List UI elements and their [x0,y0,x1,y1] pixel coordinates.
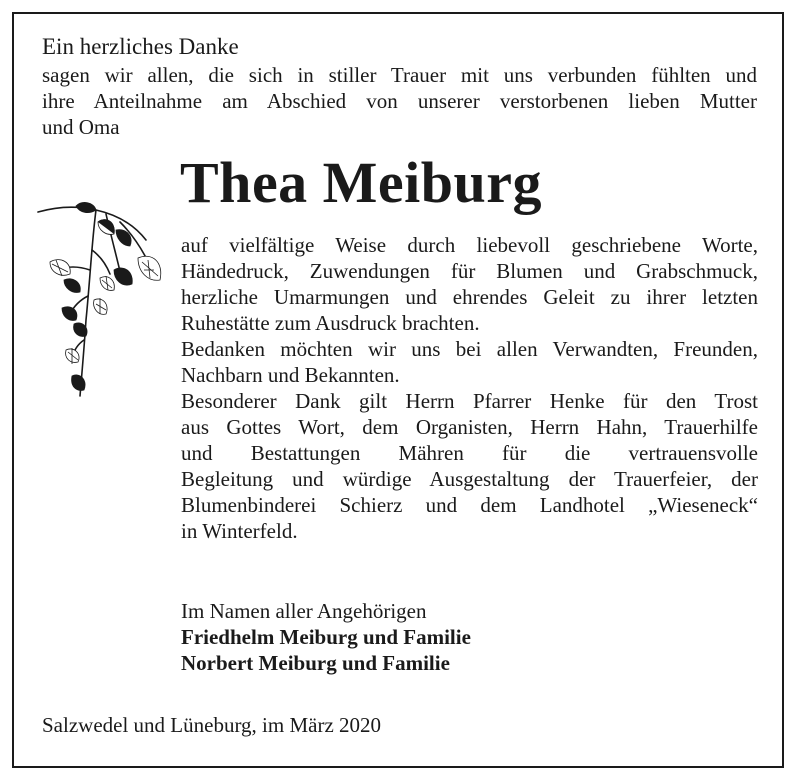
body-line: und Bestattungen Mähren für die vertrauensvolle [181,441,758,465]
body-line: Blumenbinderei Schierz und dem Landhotel „Wieseneck“ [181,493,758,517]
body-line: Händedruck, Zuwendungen für Blumen und Grabschmuck, [181,259,758,283]
birch-branch-icon [34,200,169,405]
body-line: in Winterfeld. [181,519,298,543]
signatory-name: Friedhelm Meiburg und Familie [181,625,471,649]
body-line: herzliche Umarmungen und ehrendes Geleit zu ihrer letzten [181,285,758,309]
body-line: auf vielfältige Weise durch liebevoll geschriebene Worte, [181,233,758,257]
body-line: Ruhestätte zum Ausdruck brachten. [181,311,480,335]
intro-line: sagen wir allen, die sich in stiller Trauer mit uns verbunden fühlten und [42,63,757,87]
intro-line: ihre Anteilnahme am Abschied von unserer verstorbenen lieben Mutter [42,89,757,113]
body-line: Bedanken möchten wir uns bei allen Verwandten, Freunden, [181,337,758,361]
place-date: Salzwedel und Lüneburg, im März 2020 [42,713,382,737]
intro-text [42,62,757,140]
signatory-name: Norbert Meiburg und Familie [181,651,450,675]
body-line: Nachbarn und Bekannten. [181,363,400,387]
intro-line: und Oma [42,115,120,139]
heading: Ein herzliches Danke [42,34,239,59]
signature-intro: Im Namen aller Angehörigen [181,599,427,623]
body-text [181,232,758,544]
deceased-name: Thea Meiburg [180,150,543,215]
body-line: Besonderer Dank gilt Herrn Pfarrer Henke für den Trost [181,389,758,413]
body-line: Begleitung und würdige Ausgestaltung der Trauerfeier, der [181,467,758,491]
body-line: aus Gottes Wort, dem Organisten, Herrn Hahn, Trauerhilfe [181,415,758,439]
signature-block [181,598,471,676]
